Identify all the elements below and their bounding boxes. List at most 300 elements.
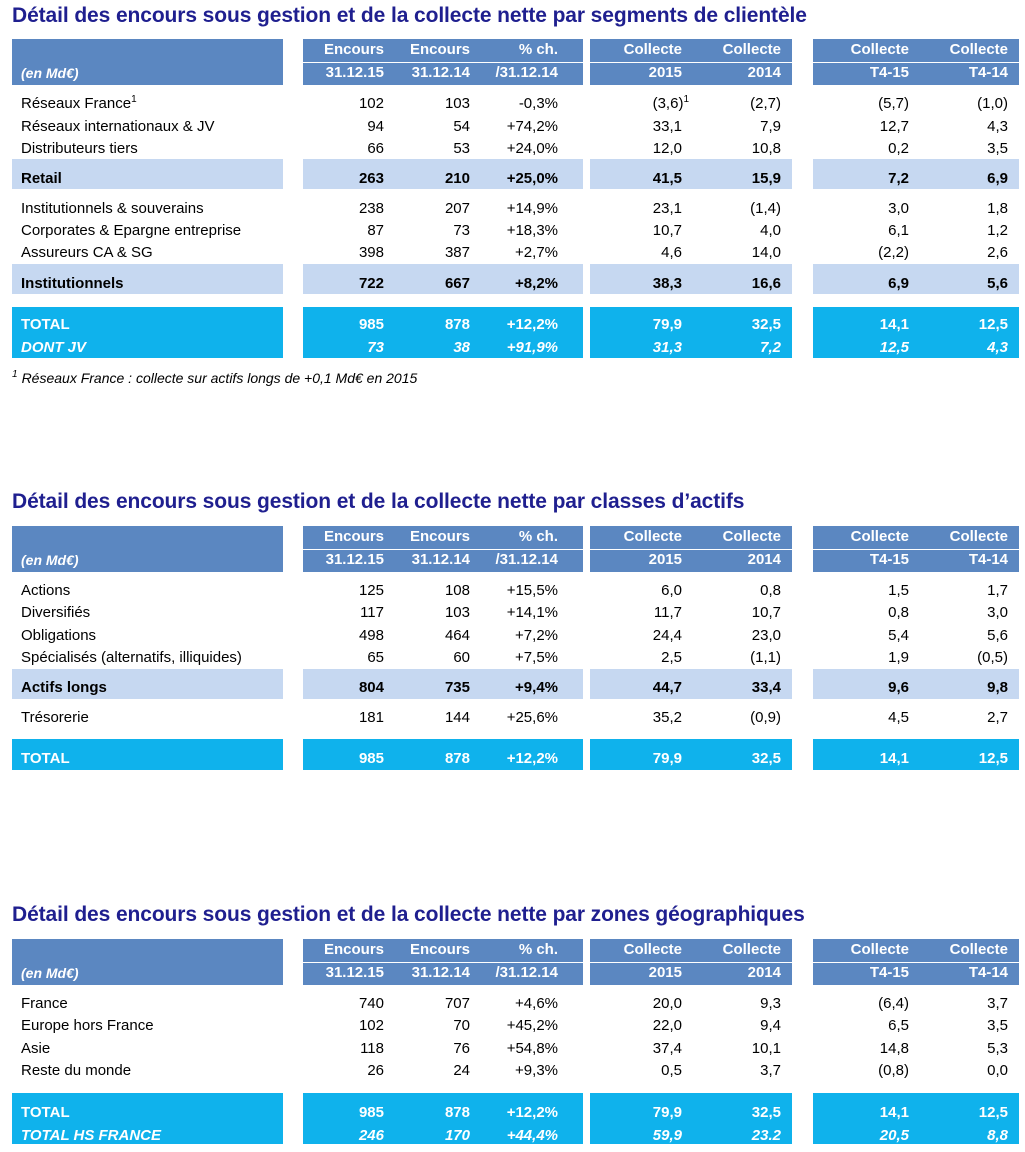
value-text: 5,4 <box>888 627 909 644</box>
section3-col-header-top-7: Collecte <box>949 941 1008 958</box>
section1-row-label <box>21 116 214 138</box>
section1-value-cell <box>592 220 682 242</box>
section3-col-header-top-3: % ch. <box>518 941 558 958</box>
value-text: 23,1 <box>652 200 682 217</box>
value-text: 0,8 <box>760 582 781 599</box>
value-text: +45,2% <box>506 1017 558 1034</box>
value-text: 6,1 <box>888 222 909 239</box>
row-label-text: Actions <box>21 582 71 599</box>
section2-value-cell <box>819 625 909 647</box>
value-text: 60 <box>453 649 470 666</box>
section3-value-cell <box>468 1102 558 1124</box>
section1-value-cell <box>691 314 781 336</box>
section3-value-cell <box>468 1038 558 1060</box>
row-label-text: TOTAL <box>21 1104 70 1121</box>
section2-value-cell <box>819 580 909 602</box>
section3-row-label <box>21 1038 50 1060</box>
value-text: 6,9 <box>888 275 909 292</box>
section2-value-cell <box>918 602 1008 624</box>
value-text: 102 <box>358 95 384 112</box>
section1-value-cell <box>918 116 1008 138</box>
section2-value-cell <box>468 707 558 729</box>
section1-col-header-top-1: Encours <box>323 41 384 58</box>
value-text: 464 <box>444 627 470 644</box>
section3-value-cell <box>691 1102 781 1124</box>
value-text: 210 <box>444 170 470 187</box>
section2-col-header-bottom-3: /31.12.14 <box>495 551 558 568</box>
value-text: 985 <box>358 750 384 767</box>
value-text: 985 <box>358 316 384 333</box>
section3-col-header-top-4: Collecte <box>623 941 682 958</box>
section1-col-header-top-5: Collecte <box>722 41 781 58</box>
value-text: +18,3% <box>506 222 558 239</box>
section3-value-cell <box>380 1060 470 1082</box>
value-text: 5,6 <box>987 275 1008 292</box>
section1-value-cell <box>918 314 1008 336</box>
value-text: +44,4% <box>506 1127 558 1144</box>
section1-value-cell <box>819 337 909 359</box>
value-text: (6,4) <box>878 995 909 1012</box>
section1-value-cell <box>294 242 384 264</box>
section1-value-cell <box>380 220 470 242</box>
section3-value-cell <box>294 1125 384 1147</box>
value-text: 7,9 <box>760 118 781 135</box>
value-text: 0,5 <box>661 1062 682 1079</box>
row-label-text: TOTAL <box>21 750 70 767</box>
section1-value-cell <box>691 116 781 138</box>
section2-value-cell <box>294 677 384 699</box>
value-text: 667 <box>444 275 470 292</box>
value-text: 12,5 <box>879 339 909 356</box>
value-text: +15,5% <box>506 582 558 599</box>
section2-value-cell <box>380 602 470 624</box>
section2-value-cell <box>691 677 781 699</box>
value-text: 59,9 <box>652 1127 682 1144</box>
section2-value-cell <box>294 580 384 602</box>
section1-value-cell <box>691 138 781 160</box>
section1-value-cell <box>294 220 384 242</box>
section2-value-cell <box>294 602 384 624</box>
section2-value-cell <box>294 748 384 770</box>
value-text: 38 <box>453 339 470 356</box>
section3-value-cell <box>691 1038 781 1060</box>
row-label-text: Réseaux France <box>21 95 132 112</box>
footnote-marker: 1 <box>131 94 137 105</box>
section2-col-header-bottom-7: T4-14 <box>968 551 1008 568</box>
row-label-text: TOTAL <box>21 316 70 333</box>
section3-value-cell <box>918 1060 1008 1082</box>
value-text: +74,2% <box>506 118 558 135</box>
value-text: 878 <box>444 316 470 333</box>
value-text: 7,2 <box>760 339 781 356</box>
value-text: 125 <box>358 582 384 599</box>
value-text: (5,7) <box>878 95 909 112</box>
section1-value-cell <box>380 138 470 160</box>
section1-value-cell <box>380 337 470 359</box>
value-text: (0,8) <box>878 1062 909 1079</box>
section3-value-cell <box>819 1102 909 1124</box>
section1-value-cell <box>918 198 1008 220</box>
section3-value-cell <box>918 1038 1008 1060</box>
section2-col-header-bottom-2: 31.12.14 <box>411 551 470 568</box>
value-text: (2,7) <box>750 95 781 112</box>
section3-title: Détail des encours sous gestion et de la collecte nette par zones géographiques <box>12 903 805 926</box>
value-text: 20,0 <box>652 995 682 1012</box>
section2-col-header-top-5: Collecte <box>722 528 781 545</box>
value-text: 32,5 <box>751 750 781 767</box>
section3-row-label <box>21 1102 70 1124</box>
value-text: 24,4 <box>652 627 682 644</box>
section3-value-cell <box>918 1125 1008 1147</box>
row-label-text: Obligations <box>21 627 97 644</box>
section3-value-cell <box>294 1015 384 1037</box>
section1-col-header-bottom-5: 2014 <box>747 64 781 81</box>
section2-col-header-bottom-1: 31.12.15 <box>325 551 384 568</box>
section3-value-cell <box>380 993 470 1015</box>
value-text: 23,0 <box>751 627 781 644</box>
value-text: +14,1% <box>506 604 558 621</box>
section3-col-header-bottom-3: /31.12.14 <box>495 964 558 981</box>
section2-value-cell <box>380 647 470 669</box>
section1-value-cell <box>592 337 682 359</box>
value-text: 246 <box>358 1127 384 1144</box>
section3-value-cell <box>468 1125 558 1147</box>
value-text: 740 <box>358 995 384 1012</box>
section2-value-cell <box>294 625 384 647</box>
value-text: 238 <box>358 200 384 217</box>
section2-value-cell <box>592 707 682 729</box>
section2-col-header-top-6: Collecte <box>850 528 909 545</box>
row-label-text: Institutionnels & souverains <box>21 200 204 217</box>
section1-value-cell <box>592 314 682 336</box>
section2-value-cell <box>918 677 1008 699</box>
value-text: 9,4 <box>760 1017 781 1034</box>
value-text: 14,0 <box>751 244 781 261</box>
section1-col-header-top-2: Encours <box>409 41 470 58</box>
section1-col-header-top-7: Collecte <box>949 41 1008 58</box>
section1-value-cell <box>918 168 1008 190</box>
section3-value-cell <box>294 1038 384 1060</box>
section1-footnote <box>12 370 417 386</box>
section2-value-cell <box>468 602 558 624</box>
section2-value-cell <box>468 748 558 770</box>
section3-col-header-bottom-5: 2014 <box>747 964 781 981</box>
value-text: 170 <box>444 1127 470 1144</box>
row-label-text: Diversifiés <box>21 604 91 621</box>
section3-value-cell <box>380 1038 470 1060</box>
value-text: 1,2 <box>987 222 1008 239</box>
value-text: +12,2% <box>506 316 558 333</box>
value-text: 10,1 <box>751 1040 781 1057</box>
value-text: 32,5 <box>751 1104 781 1121</box>
section1-value-cell <box>294 198 384 220</box>
section1-value-cell <box>380 93 470 115</box>
section1-value-cell <box>819 198 909 220</box>
section1-value-cell <box>691 198 781 220</box>
section2-unit-label: (en Md€) <box>21 552 79 568</box>
section1-value-cell <box>918 93 1008 115</box>
value-text: 11,7 <box>653 604 682 621</box>
section1-value-cell <box>592 116 682 138</box>
section1-value-cell <box>691 242 781 264</box>
section1-value-cell <box>819 168 909 190</box>
value-text: (0,5) <box>977 649 1008 666</box>
section1-value-cell <box>468 116 558 138</box>
section2-value-cell <box>918 748 1008 770</box>
section3-col-header-bottom-6: T4-15 <box>869 964 909 981</box>
section3-row-label <box>21 1060 131 1082</box>
section2-col-header-top-7: Collecte <box>949 528 1008 545</box>
value-text: 8,8 <box>987 1127 1008 1144</box>
value-text: 14,1 <box>879 316 909 333</box>
section3-col-header-top-2: Encours <box>409 941 470 958</box>
value-text: 20,5 <box>879 1127 909 1144</box>
section2-row-label <box>21 602 90 624</box>
section3-value-cell <box>294 1060 384 1082</box>
section3-value-cell <box>691 993 781 1015</box>
section2-col-header-top-4: Collecte <box>623 528 682 545</box>
section3-value-cell <box>380 1102 470 1124</box>
section1-value-cell <box>380 273 470 295</box>
section1-value-cell <box>819 116 909 138</box>
value-text: 722 <box>358 275 384 292</box>
section1-title: Détail des encours sous gestion et de la collecte nette par segments de clientèle <box>12 4 807 27</box>
section1-value-cell <box>468 314 558 336</box>
row-label-text: TOTAL HS FRANCE <box>21 1127 162 1144</box>
row-label-text: Institutionnels <box>21 275 124 292</box>
value-text: 73 <box>367 339 384 356</box>
section2-value-cell <box>592 625 682 647</box>
value-text: 76 <box>453 1040 470 1057</box>
value-text: 103 <box>444 604 470 621</box>
value-text: 12,5 <box>978 1104 1008 1121</box>
value-text: 33,1 <box>652 118 682 135</box>
value-text: 3,7 <box>987 995 1008 1012</box>
section2-value-cell <box>380 677 470 699</box>
section2-value-cell <box>918 647 1008 669</box>
section1-row-label <box>21 220 241 242</box>
value-text: +54,8% <box>506 1040 558 1057</box>
value-text: 3,0 <box>888 200 909 217</box>
row-label-text: DONT JV <box>21 339 87 356</box>
value-text: 54 <box>453 118 470 135</box>
section1-row-label <box>21 314 70 336</box>
value-text: +9,4% <box>515 679 558 696</box>
value-text: +12,2% <box>506 750 558 767</box>
section2-row-label <box>21 677 107 699</box>
value-text: 5,3 <box>987 1040 1008 1057</box>
section2-col-header-bottom-6: T4-15 <box>869 551 909 568</box>
value-text: 16,6 <box>751 275 781 292</box>
section3-value-cell <box>691 1015 781 1037</box>
section2-value-cell <box>918 580 1008 602</box>
row-label-text: Europe hors France <box>21 1017 154 1034</box>
value-text: 3,0 <box>987 604 1008 621</box>
value-text: 12,5 <box>978 316 1008 333</box>
section3-row-label <box>21 1125 161 1147</box>
value-text: 9,3 <box>760 995 781 1012</box>
section1-value-cell <box>468 220 558 242</box>
row-label-text: Corporates & Epargne entreprise <box>21 222 242 239</box>
section1-value-cell <box>294 138 384 160</box>
value-text: +9,3% <box>515 1062 558 1079</box>
value-text: 5,6 <box>987 627 1008 644</box>
value-text: 14,8 <box>879 1040 909 1057</box>
section1-value-cell <box>819 138 909 160</box>
section3-unit-label: (en Md€) <box>21 965 79 981</box>
section3-value-cell <box>819 993 909 1015</box>
section2-row-label <box>21 748 70 770</box>
section1-col-header-bottom-4: 2015 <box>648 64 682 81</box>
value-text: 10,8 <box>751 140 781 157</box>
value-text: 70 <box>453 1017 470 1034</box>
section2-value-cell <box>691 580 781 602</box>
section2-col-header-top-2: Encours <box>409 528 470 545</box>
value-text: +8,2% <box>515 275 558 292</box>
value-text: 878 <box>444 750 470 767</box>
value-text: +2,7% <box>515 244 558 261</box>
section1-value-cell <box>918 273 1008 295</box>
section1-value-cell <box>819 220 909 242</box>
value-text: 3,7 <box>760 1062 781 1079</box>
section3-value-cell <box>592 1125 682 1147</box>
section1-row-label <box>21 337 86 359</box>
section1-value-cell <box>592 198 682 220</box>
section1-row-label <box>21 168 62 190</box>
section3-col-header-bottom-1: 31.12.15 <box>325 964 384 981</box>
section1-value-cell <box>294 337 384 359</box>
section2-title: Détail des encours sous gestion et de la collecte nette par classes d’actifs <box>12 490 745 513</box>
section1-value-cell <box>592 242 682 264</box>
value-text: 7,2 <box>888 170 909 187</box>
row-label-text: Spécialisés (alternatifs, illiquides) <box>21 649 242 666</box>
section3-value-cell <box>468 993 558 1015</box>
value-text: 41,5 <box>652 170 682 187</box>
section1-value-cell <box>468 93 558 115</box>
value-text: 4,3 <box>987 339 1008 356</box>
value-text: (1,4) <box>750 200 781 217</box>
value-text: (0,9) <box>750 709 781 726</box>
section1-col-header-top-3: % ch. <box>518 41 558 58</box>
section1-value-cell <box>380 116 470 138</box>
value-text: 3,5 <box>987 1017 1008 1034</box>
section2-value-cell <box>691 625 781 647</box>
section1-value-cell <box>294 116 384 138</box>
value-text: 4,3 <box>987 118 1008 135</box>
section2-value-cell <box>819 647 909 669</box>
value-text: 1,8 <box>987 200 1008 217</box>
value-text: +91,9% <box>506 339 558 356</box>
value-text: 1,5 <box>888 582 909 599</box>
section2-value-cell <box>380 707 470 729</box>
value-text: 4,6 <box>661 244 682 261</box>
footnote-marker: 1 <box>683 94 689 105</box>
value-text: 35,2 <box>652 709 682 726</box>
value-text: 38,3 <box>652 275 682 292</box>
value-text: 6,5 <box>888 1017 909 1034</box>
value-text: 1,9 <box>888 649 909 666</box>
section1-value-cell <box>468 168 558 190</box>
section2-row-label <box>21 707 89 729</box>
value-text: 79,9 <box>652 316 682 333</box>
value-text: 3,5 <box>987 140 1008 157</box>
section2-value-cell <box>819 677 909 699</box>
section1-col-header-top-6: Collecte <box>850 41 909 58</box>
section3-value-cell <box>819 1060 909 1082</box>
value-text: 207 <box>444 200 470 217</box>
value-text: 707 <box>444 995 470 1012</box>
section3-value-cell <box>380 1015 470 1037</box>
section3-value-cell <box>819 1038 909 1060</box>
section1-col-header-bottom-7: T4-14 <box>968 64 1008 81</box>
section2-value-cell <box>691 707 781 729</box>
row-label-text: Retail <box>21 170 62 187</box>
value-text: 9,6 <box>888 679 909 696</box>
section1-col-header-bottom-1: 31.12.15 <box>325 64 384 81</box>
value-text: (2,2) <box>878 244 909 261</box>
section1-value-cell <box>380 168 470 190</box>
value-text: 4,0 <box>760 222 781 239</box>
section2-row-label <box>21 647 242 669</box>
value-text: 2,5 <box>661 649 682 666</box>
value-text: +25,0% <box>506 170 558 187</box>
section3-value-cell <box>691 1060 781 1082</box>
value-text: 23.2 <box>751 1127 781 1144</box>
section2-row-label <box>21 625 96 647</box>
section2-value-cell <box>294 647 384 669</box>
value-text: +25,6% <box>506 709 558 726</box>
section1-value-cell <box>918 242 1008 264</box>
value-text: 0,0 <box>987 1062 1008 1079</box>
value-text: 44,7 <box>652 679 682 696</box>
section1-col-header-bottom-2: 31.12.14 <box>411 64 470 81</box>
section1-value-cell <box>380 314 470 336</box>
value-text: 108 <box>444 582 470 599</box>
value-text: 118 <box>360 1040 384 1057</box>
value-text: 117 <box>360 604 384 621</box>
section2-col-header-top-1: Encours <box>323 528 384 545</box>
value-text: +7,5% <box>515 649 558 666</box>
section1-value-cell <box>468 273 558 295</box>
row-label-text: Asie <box>21 1040 51 1057</box>
section1-value-cell <box>294 93 384 115</box>
value-text: +24,0% <box>506 140 558 157</box>
section1-value-cell <box>599 93 689 115</box>
section2-row-label <box>21 580 70 602</box>
value-text: 144 <box>444 709 470 726</box>
section1-value-cell <box>819 273 909 295</box>
row-label-text: Trésorerie <box>21 709 89 726</box>
section1-value-cell <box>468 242 558 264</box>
value-text: 804 <box>358 679 384 696</box>
section1-value-cell <box>918 138 1008 160</box>
value-text: 31,3 <box>652 339 682 356</box>
value-text: 2,6 <box>987 244 1008 261</box>
section3-value-cell <box>592 1060 682 1082</box>
section3-col-header-top-6: Collecte <box>850 941 909 958</box>
section1-value-cell <box>468 198 558 220</box>
section3-value-cell <box>918 993 1008 1015</box>
value-text: 12,7 <box>879 118 909 135</box>
section1-value-cell <box>691 93 781 115</box>
section2-value-cell <box>592 647 682 669</box>
section3-value-cell <box>918 1102 1008 1124</box>
section2-value-cell <box>592 580 682 602</box>
section3-col-header-bottom-4: 2015 <box>648 964 682 981</box>
value-text: 79,9 <box>652 750 682 767</box>
section3-value-cell <box>294 1102 384 1124</box>
section1-row-label <box>21 138 138 160</box>
